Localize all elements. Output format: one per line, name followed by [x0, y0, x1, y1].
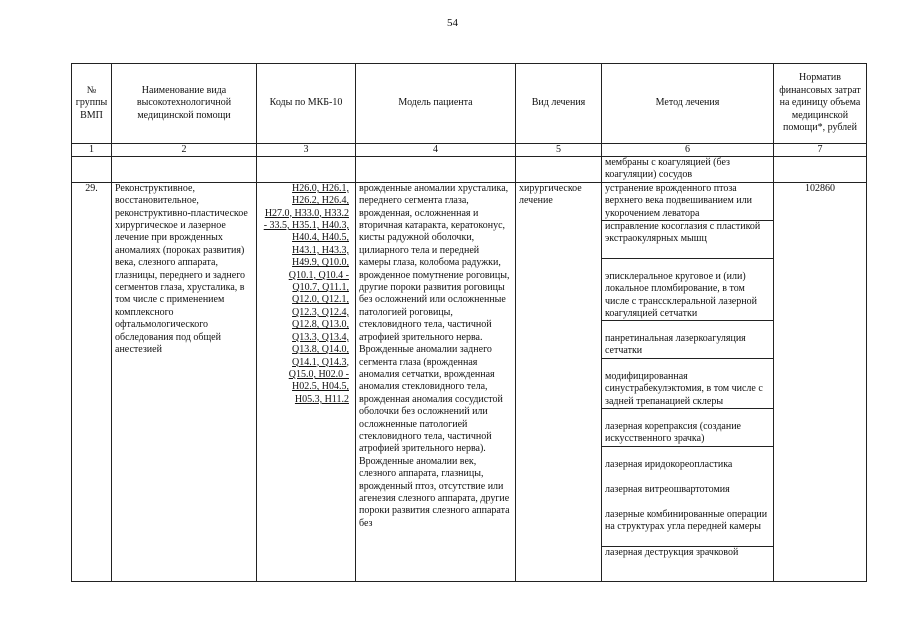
col-number: 6 — [602, 144, 774, 157]
method-item: лазерная корепраксия (создание искусственного зрачка) — [602, 409, 773, 447]
method-item: модифицированная синустрабекулэктомия, в том числе с задней трепанацией склеры — [602, 359, 773, 409]
header-name: Наименование вида высокотехнологичной медицинской помощи — [112, 64, 257, 144]
method-item: эписклеральное круговое и (или) локальное пломбирование, в том числе с транссклеральной лазерной коагуляцией сетчатки — [602, 259, 773, 321]
icd-code-line: H26.2, H26.4, — [292, 195, 349, 207]
continuation-method: мембраны с коагуляцией (без коагуляции) сосудов — [602, 157, 774, 183]
icd-code-line: Q13.8, Q14.0, — [292, 344, 349, 356]
icd-code-line: Q12.0, Q12.1, — [292, 294, 349, 306]
method-item: лазерная деструкция зрачковой — [605, 546, 739, 558]
col-number: 5 — [516, 144, 602, 157]
icd-code-line: H49.9, Q10.0, — [292, 257, 349, 269]
group-number: 29. — [72, 182, 112, 581]
vmp-table — [71, 63, 867, 582]
header-group: № группы ВМП — [72, 64, 112, 144]
method-item: лазерная иридокореопластика — [605, 458, 733, 470]
care-type-name: Реконструктивное, восстановительное, реконструктивно-пластическое хирургическое и лазерное лечение при врожденных аномалиях (пороках развития) века, слезного аппарата, глазницы, переднего и заднего сегментов глаза, хрусталика, в том числе с применением комплексного офтальмологического обследования под общей анестезией — [112, 182, 257, 581]
icd-code-line: H05.3, H11.2 — [294, 393, 349, 405]
treatment-type: хирургическое лечение — [516, 182, 602, 581]
treatment-methods — [602, 182, 774, 581]
col-number: 1 — [72, 144, 112, 157]
col-number: 2 — [112, 144, 257, 157]
icd-code-line: Q10.7, Q11.1, — [292, 282, 349, 294]
icd-code-line: Q13.3, Q13.4, — [292, 331, 349, 343]
icd-code-line: - 33.5, H35.1, H40.3, — [263, 220, 349, 232]
method-item: панретинальная лазеркоагуляция сетчатки — [602, 321, 773, 359]
header-model: Модель пациента — [356, 64, 516, 144]
header-codes: Коды по МКБ-10 — [257, 64, 356, 144]
icd-code-line: Q12.3, Q12.4, — [292, 306, 349, 318]
icd-code-line: H27.0, H33.0, H33.2 — [264, 207, 349, 219]
header-treatment: Вид лечения — [516, 64, 602, 144]
icd-codes — [257, 182, 356, 581]
icd-code-line: Q14.1, Q14.3, — [292, 356, 349, 368]
icd-code-line: Q10.1, Q10.4 - — [288, 269, 349, 281]
page-number: 54 — [447, 17, 458, 29]
method-item: устранение врожденного птоза верхнего века подвешиванием или укорочением леватора — [602, 183, 773, 221]
icd-code-line: H26.0, H26.1, — [292, 182, 349, 194]
header-price: Норматив финансовых затрат на единицу объема медицинской помощи*, рублей — [774, 64, 867, 144]
col-number: 4 — [356, 144, 516, 157]
price-value: 102860 — [774, 182, 867, 581]
icd-code-line: H43.1, H43.3, — [292, 244, 349, 256]
method-item: лазерная витреошвартотомия — [605, 483, 730, 495]
col-number: 7 — [774, 144, 867, 157]
patient-model: врожденные аномалии хрусталика, переднего сегмента глаза, врожденная, осложненная и вторичная катаракта, кератоконус, кисты радужной оболочки, цилиарного тела и передней камеры глаза, колобома радужки, врожденное помутнение роговицы, другие пороки развития роговицы без осложнений или осложненные патологией роговицы, стекловидного тела, частичной атрофией зрительного нерва. Врожденные аномалии заднего сегмента глаза (врожденная аномалия сетчатки, врожденная аномалия стекловидного тела, врожденная аномалия сосудистой оболочки без осложнений или осложненные патологией стекловидного тела, частичной атрофией зрительного нерва). Врожденные аномалии век, слезного аппарата, глазницы, врожденный птоз, отсутствие или агенезия слезного аппарата, другие пороки развития слезного аппарата без — [356, 182, 516, 581]
column-number-row — [72, 144, 867, 157]
method-item: исправление косоглазия с пластикой экстраокулярных мышц — [602, 221, 773, 259]
table-row — [72, 182, 867, 581]
header-method: Метод лечения — [602, 64, 774, 144]
col-number: 3 — [257, 144, 356, 157]
icd-code-line: H40.4, H40.5, — [292, 232, 349, 244]
icd-code-line: Q12.8, Q13.0, — [292, 319, 349, 331]
method-item: лазерные комбинированные операции на структурах угла передней камеры — [602, 497, 773, 547]
continuation-row — [72, 157, 867, 183]
icd-code-line: Q15.0, H02.0 - — [288, 368, 349, 380]
icd-code-line: H02.5, H04.5, — [292, 381, 349, 393]
header-row — [72, 64, 867, 144]
